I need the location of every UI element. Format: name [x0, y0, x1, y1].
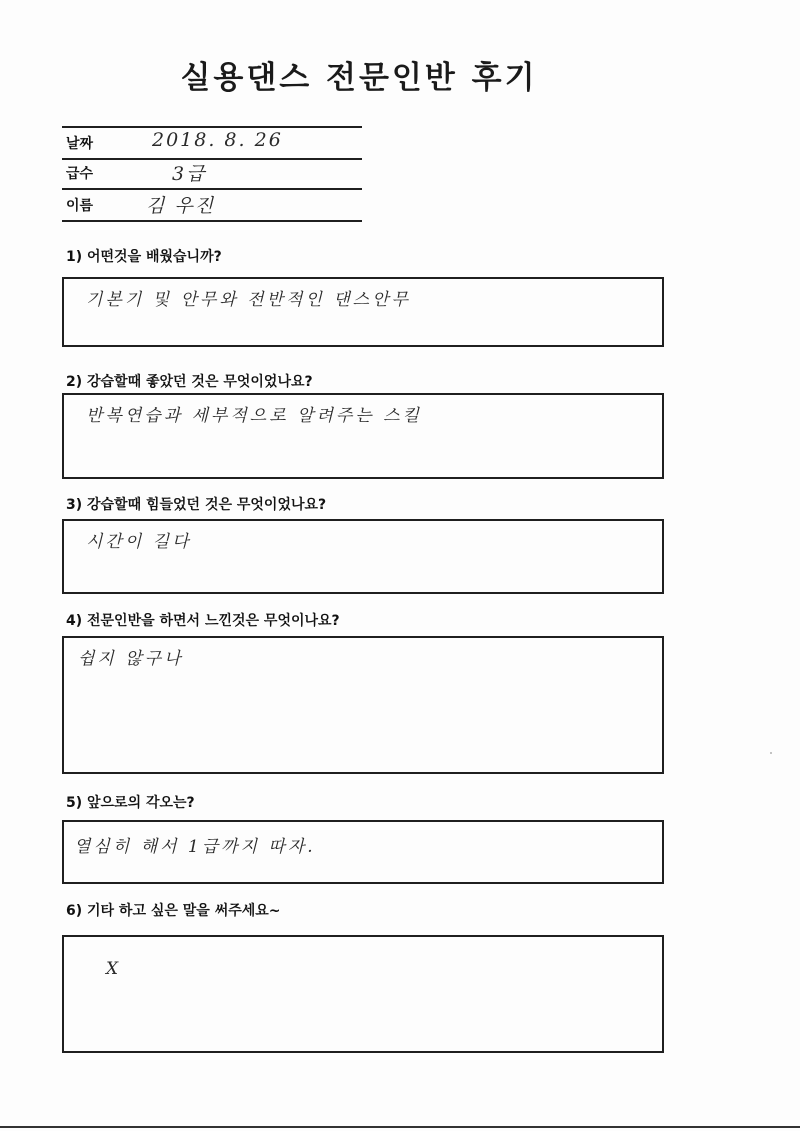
question-2: 2) 강습할때 좋았던 것은 무엇이었나요?: [66, 374, 313, 390]
answer-box-2: [62, 393, 664, 479]
date-label: 날짜: [66, 136, 94, 152]
answer-2: 반복연습과 세부적으로 알려주는 스킬: [86, 406, 422, 426]
question-1: 1) 어떤것을 배웠습니까?: [66, 249, 222, 265]
info-row-date: [62, 126, 362, 160]
answer-box-6: [62, 935, 664, 1053]
question-5: 5) 앞으로의 각오는?: [66, 795, 195, 811]
answer-box-1: [62, 277, 664, 347]
grade-label: 급수: [66, 166, 94, 182]
info-row-name: [62, 190, 362, 222]
answer-box-3: [62, 519, 664, 594]
grade-value: 3급: [172, 163, 207, 185]
name-label: 이름: [66, 198, 94, 214]
answer-3: 시간이 길다: [86, 532, 192, 552]
date-value: 2018. 8. 26: [152, 129, 283, 151]
answer-5: 열심히 해서 1급까지 따자.: [74, 837, 316, 857]
answer-1: 기본기 및 안무와 전반적인 댄스안무: [86, 290, 411, 310]
info-row-grade: [62, 158, 362, 190]
answer-box-4: [62, 636, 664, 774]
name-value: 김 우진: [146, 195, 216, 217]
form-title: 실용댄스 전문인반 후기: [180, 60, 538, 96]
answer-box-5: [62, 820, 664, 884]
question-3: 3) 강습할때 힘들었던 것은 무엇이었나요?: [66, 497, 327, 513]
scan-edge-line: [0, 1126, 800, 1128]
question-6: 6) 기타 하고 싶은 말을 써주세요~: [66, 903, 281, 919]
question-4: 4) 전문인반을 하면서 느낀것은 무엇이나요?: [66, 613, 340, 629]
answer-4: 쉽지 않구나: [78, 649, 184, 669]
answer-6: X: [106, 959, 122, 979]
scan-speck: [770, 752, 772, 754]
